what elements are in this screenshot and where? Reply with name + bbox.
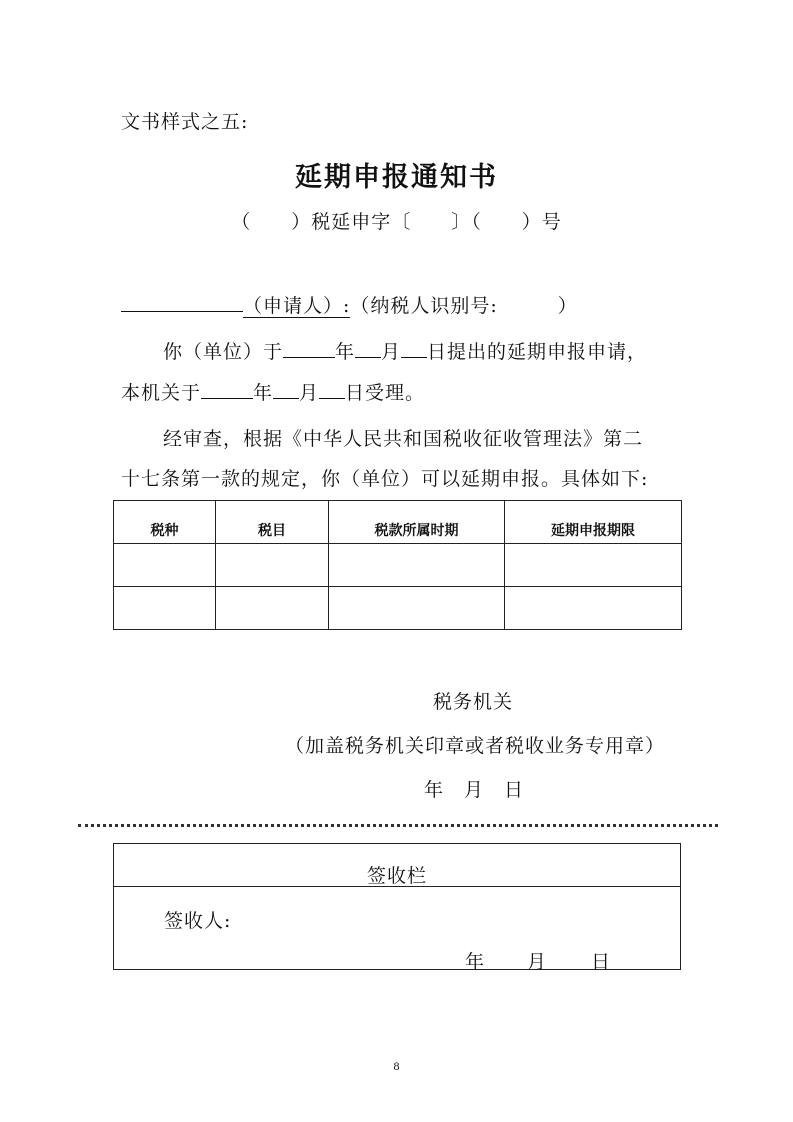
form-label: 文书样式之五: (121, 111, 249, 133)
para1-prefix: 你（单位）于 (163, 341, 284, 363)
issue-date: 年 月 日 (424, 779, 525, 801)
receipt-year-label: 年 (465, 951, 486, 973)
table-cell[interactable] (114, 544, 216, 587)
para1b-year-label: 年 (253, 382, 274, 404)
apply-day-blank[interactable] (401, 337, 427, 358)
table-cell[interactable] (505, 587, 682, 630)
para1b-suffix: 日受理。 (345, 382, 426, 404)
table-header-row (114, 501, 682, 544)
receipt-header: 签收栏 (366, 865, 427, 887)
header-deferral-deadline: 延期申报期限 (505, 501, 682, 544)
document-number: （ ）税延申字〔 〕（ ）号 (231, 211, 562, 233)
para1-year-label: 年 (335, 341, 356, 363)
paragraph-acceptance-date (121, 378, 425, 405)
table-cell[interactable] (114, 587, 216, 630)
deferral-table (113, 500, 682, 630)
para1-month-label: 月 (381, 341, 402, 363)
seal-note: （加盖税务机关印章或者税收业务专用章） (285, 735, 666, 757)
applicant-label: （申请人）: (243, 295, 351, 317)
table-cell[interactable] (216, 544, 329, 587)
para1b-prefix: 本机关于 (121, 382, 202, 404)
header-tax-period: 税款所属时期 (329, 501, 505, 544)
applicant-line (121, 291, 578, 318)
receipt-box (113, 843, 681, 973)
apply-year-blank[interactable] (283, 337, 335, 358)
receipt-month-label: 月 (527, 951, 548, 973)
accept-month-blank[interactable] (273, 378, 299, 399)
applicant-name-blank[interactable] (121, 291, 243, 312)
table-cell[interactable] (329, 544, 505, 587)
receipt-header-row (114, 844, 680, 887)
issuing-authority: 税务机关 (433, 691, 514, 713)
signer-label: 签收人: (164, 910, 232, 932)
header-tax-type: 税种 (114, 501, 216, 544)
table-row (114, 544, 682, 587)
paragraph-review-line1: 经审查，根据《中华人民共和国税收征收管理法》第二 (163, 428, 644, 450)
accept-year-blank[interactable] (201, 378, 253, 399)
receipt-day-label: 日 (591, 951, 612, 973)
table-cell[interactable] (216, 587, 329, 630)
para1b-month-label: 月 (299, 382, 320, 404)
table-cell[interactable] (329, 587, 505, 630)
page-title: 延期申报通知书 (295, 162, 498, 193)
accept-day-blank[interactable] (319, 378, 345, 399)
page-number: 8 (393, 1059, 400, 1073)
table-cell[interactable] (505, 544, 682, 587)
paragraph-application-date (163, 337, 647, 364)
para1-suffix: 日提出的延期申报申请， (427, 341, 648, 363)
paragraph-review-line2: 十七条第一款的规定，你（单位）可以延期申报。具体如下: (121, 468, 649, 490)
tear-off-line (78, 820, 718, 827)
header-tax-item: 税目 (216, 501, 329, 544)
table-row (114, 587, 682, 630)
taxpayer-id-label: （纳税人识别号: ） (350, 295, 578, 317)
apply-month-blank[interactable] (355, 337, 381, 358)
